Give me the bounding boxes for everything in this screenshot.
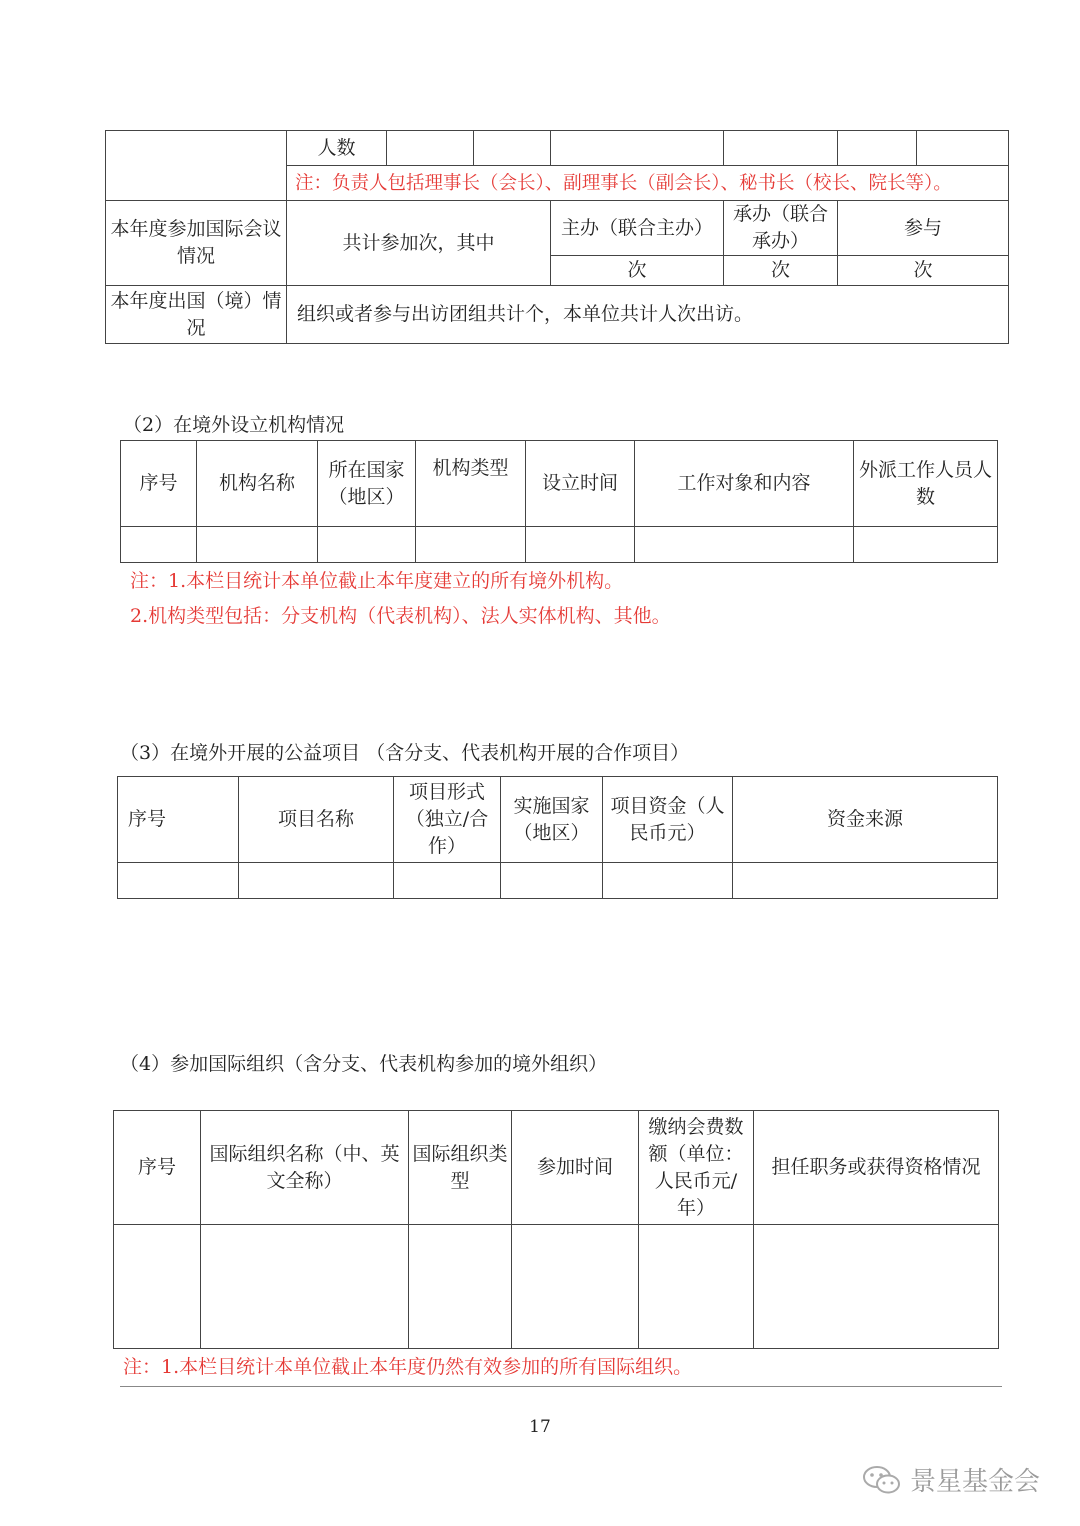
- col-header-country: 实施国家（地区）: [501, 777, 603, 863]
- section4-heading: （4）参加国际组织（含分支、代表机构参加的境外组织）: [120, 1053, 608, 1075]
- table-row: [118, 863, 998, 899]
- col-header-country: 所在国家（地区）: [318, 441, 416, 527]
- abroad-label: 本年度出国（境）情况: [106, 286, 287, 344]
- co-host-count-unit: 次: [724, 256, 838, 286]
- col-header-org-type: 国际组织类型: [409, 1111, 512, 1225]
- page-number: 17: [529, 1417, 551, 1437]
- col-header-org-name: 国际组织名称（中、英文全称）: [201, 1111, 409, 1225]
- col-header-index: 序号: [114, 1111, 201, 1225]
- participate-count-unit: 次: [838, 256, 1009, 286]
- col-header-fee: 缴纳会费数额（单位：人民币元/年）: [639, 1111, 754, 1225]
- wechat-icon: [862, 1464, 902, 1496]
- abroad-text: 组织或者参与出访团组共计个，本单位共计人次出访。: [287, 286, 1009, 344]
- footer-divider: [120, 1386, 1002, 1387]
- col-header-staff-count: 外派工作人员人数: [854, 441, 998, 527]
- watermark-text: 景星基金会: [910, 1467, 1041, 1497]
- col-header-position: 担任职务或获得资格情况: [754, 1111, 999, 1225]
- overseas-projects-table: [117, 776, 998, 899]
- co-host-label: 承办（联合承办）: [724, 201, 838, 256]
- section3-heading: （3）在境外开展的公益项目 （含分支、代表机构开展的合作项目）: [120, 742, 690, 764]
- col-header-index: 序号: [118, 777, 239, 863]
- section2-note-1: 注：1.本栏目统计本单位截止本年度建立的所有境外机构。: [130, 570, 624, 592]
- col-header-funds: 项目资金（人民币元）: [603, 777, 733, 863]
- meeting-total: 共计参加次，其中: [287, 201, 551, 286]
- col-header-index: 序号: [121, 441, 197, 527]
- summary-table: [105, 130, 1009, 344]
- col-header-setup-time: 设立时间: [526, 441, 635, 527]
- section2-note-2: 2.机构类型包括：分支机构（代表机构）、法人实体机构、其他。: [130, 605, 671, 627]
- col-header-inst-name: 机构名称: [197, 441, 318, 527]
- intl-organizations-table: [113, 1110, 999, 1349]
- col-header-project-name: 项目名称: [239, 777, 394, 863]
- overseas-institutions-table: [120, 440, 998, 563]
- col-header-join-time: 参加时间: [512, 1111, 639, 1225]
- renshu-label: 人数: [287, 131, 387, 166]
- col-header-inst-type: 机构类型: [416, 441, 526, 527]
- leader-note: 注：负责人包括理事长（会长）、副理事长（副会长）、秘书长（校长、院长等）。: [287, 166, 1009, 201]
- participate-label: 参与: [838, 201, 1009, 256]
- col-header-fund-source: 资金来源: [733, 777, 998, 863]
- watermark: [862, 1461, 1040, 1498]
- host-label: 主办（联合主办）: [551, 201, 724, 256]
- section4-note: 注：1.本栏目统计本单位截止本年度仍然有效参加的所有国际组织。: [123, 1356, 693, 1378]
- col-header-project-form: 项目形式（独立/合作）: [394, 777, 501, 863]
- table-row: [114, 1225, 999, 1349]
- host-count-unit: 次: [551, 256, 724, 286]
- meeting-label: 本年度参加国际会议情况: [106, 201, 287, 286]
- col-header-work-content: 工作对象和内容: [635, 441, 854, 527]
- blank-cell: [106, 131, 287, 201]
- section2-heading: （2）在境外设立机构情况: [123, 414, 345, 436]
- table-row: [121, 527, 998, 563]
